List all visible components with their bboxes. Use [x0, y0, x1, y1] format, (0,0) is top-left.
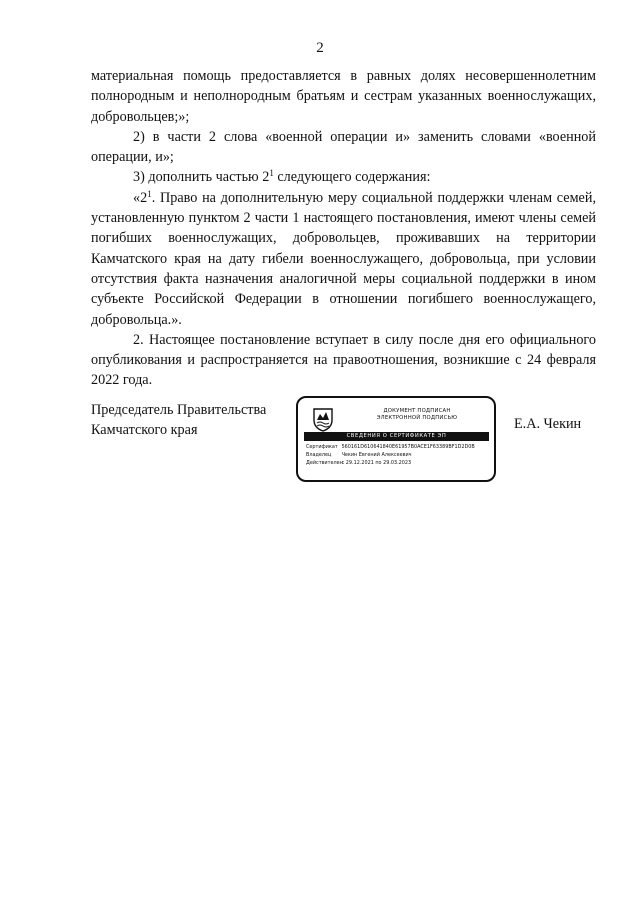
superscript: 1 — [147, 188, 152, 199]
stamp-header — [344, 408, 490, 422]
superscript: 1 — [269, 168, 274, 179]
stamp-row-validity — [306, 460, 411, 467]
validity-value: с 29.12.2021 по 29.03.2023 — [341, 460, 412, 466]
validity-label: Действителен — [306, 460, 343, 466]
paragraph-item-3-tail: следующего содержания: — [273, 169, 431, 186]
stamp-certificate-bar: СВЕДЕНИЯ О СЕРТИФИКАТЕ ЭП — [304, 432, 489, 441]
signer-title-line-2: Камчатского края — [91, 422, 198, 438]
paragraph-continuation: материальная помощь предоставляется в равных долях несовершеннолетним полнородным и неполнородным братьям и сестрам указанных военнослужащих, добровольцев;»; — [91, 68, 596, 125]
paragraph-part-text: . Право на дополнительную меру социальной поддержки членам семей, установленную пунктом 2 части 1 настоящего постановления, имеют члены семей погибших военнослужащих, добровольцев, проживавших на территории Камчатского края на дату гибели военнослужащего, добровольца, при условии отсутствия факта назначения аналогичной меры социальной поддержки в ином субъекте Российской Федерации в отношении погибшего военнослужащего, добровольца.». — [91, 189, 596, 328]
stamp-row-certificate — [306, 444, 475, 451]
document-body — [91, 66, 596, 391]
paragraph-effective-date: 2. Настоящее постановление вступает в силу после дня его официального опубликования и распространяется на правоотношения, возникшие с 24 февраля 2022 года. — [91, 331, 596, 389]
stamp-header-line-2: ЭЛЕКТРОННОЙ ПОДПИСЬЮ — [376, 415, 458, 421]
signer-title-line-1: Председатель Правительства — [91, 402, 267, 418]
stamp-row-owner — [306, 452, 412, 459]
signer-name: Е.А. Чекин — [514, 416, 582, 432]
electronic-signature-stamp — [296, 396, 496, 482]
coat-of-arms-icon — [312, 406, 334, 432]
certificate-value: 560161D610641840E61957B0ACE1F63389BF1D2D0B — [341, 444, 475, 450]
paragraph-part-2-1 — [91, 188, 596, 330]
owner-label: Владелец — [306, 452, 332, 458]
stamp-header-line-1: ДОКУМЕНТ ПОДПИСАН — [383, 408, 451, 414]
certificate-label: Сертификат — [306, 444, 338, 450]
paragraph-item-3-text: 3) дополнить частью 2 — [133, 169, 270, 186]
page-number: 2 — [316, 40, 324, 56]
owner-value: Чекин Евгений Алексеевич — [341, 452, 412, 458]
paragraph-item-3 — [91, 167, 596, 187]
paragraph-part-number: «2 — [133, 189, 148, 206]
paragraph-item-2: 2) в части 2 слова «военной операции и» заменить словами «военной операции, и»; — [91, 128, 596, 166]
signer-title — [91, 400, 266, 440]
